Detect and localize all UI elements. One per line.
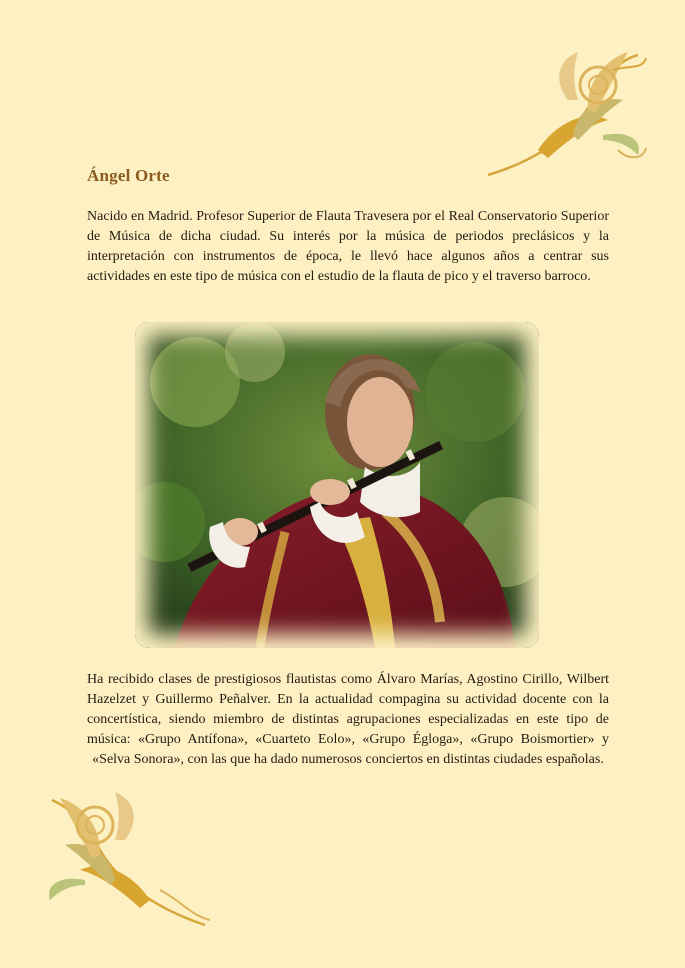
biography-paragraph-1: Nacido en Madrid. Profesor Superior de Flauta Travesera por el Real Conservatorio Superior de Música de dicha ciudad. Su interés por la música de periodos preclásicos y la interpretación con instrumentos de época, le llevó hace algunos años a centrar sus actividades en este tipo de música con el estudio de la flauta de pico y el traverso barroco. xyxy=(87,209,609,284)
floral-ornament-top-icon xyxy=(478,40,648,190)
page-title: Ángel Orte xyxy=(87,166,170,185)
musician-photo xyxy=(135,322,539,648)
floral-ornament-bottom-icon xyxy=(40,780,215,930)
biography-paragraph-2: Ha recibido clases de prestigiosos flautistas como Álvaro Marías, Agostino Cirillo, Wilbert Hazelzet y Guillermo Peñalver. En la actualidad compagina su actividad docente con la concertística, siendo miembro de distintas agrupaciones especializadas en este tipo de música: «Grupo Antífona», «Cuarteto Eolo», «Grupo Égloga», «Grupo Boismortier» y «Selva Sonora», con las que ha dado numerosos conciertos en distintas ciudades españolas. xyxy=(87,672,609,767)
